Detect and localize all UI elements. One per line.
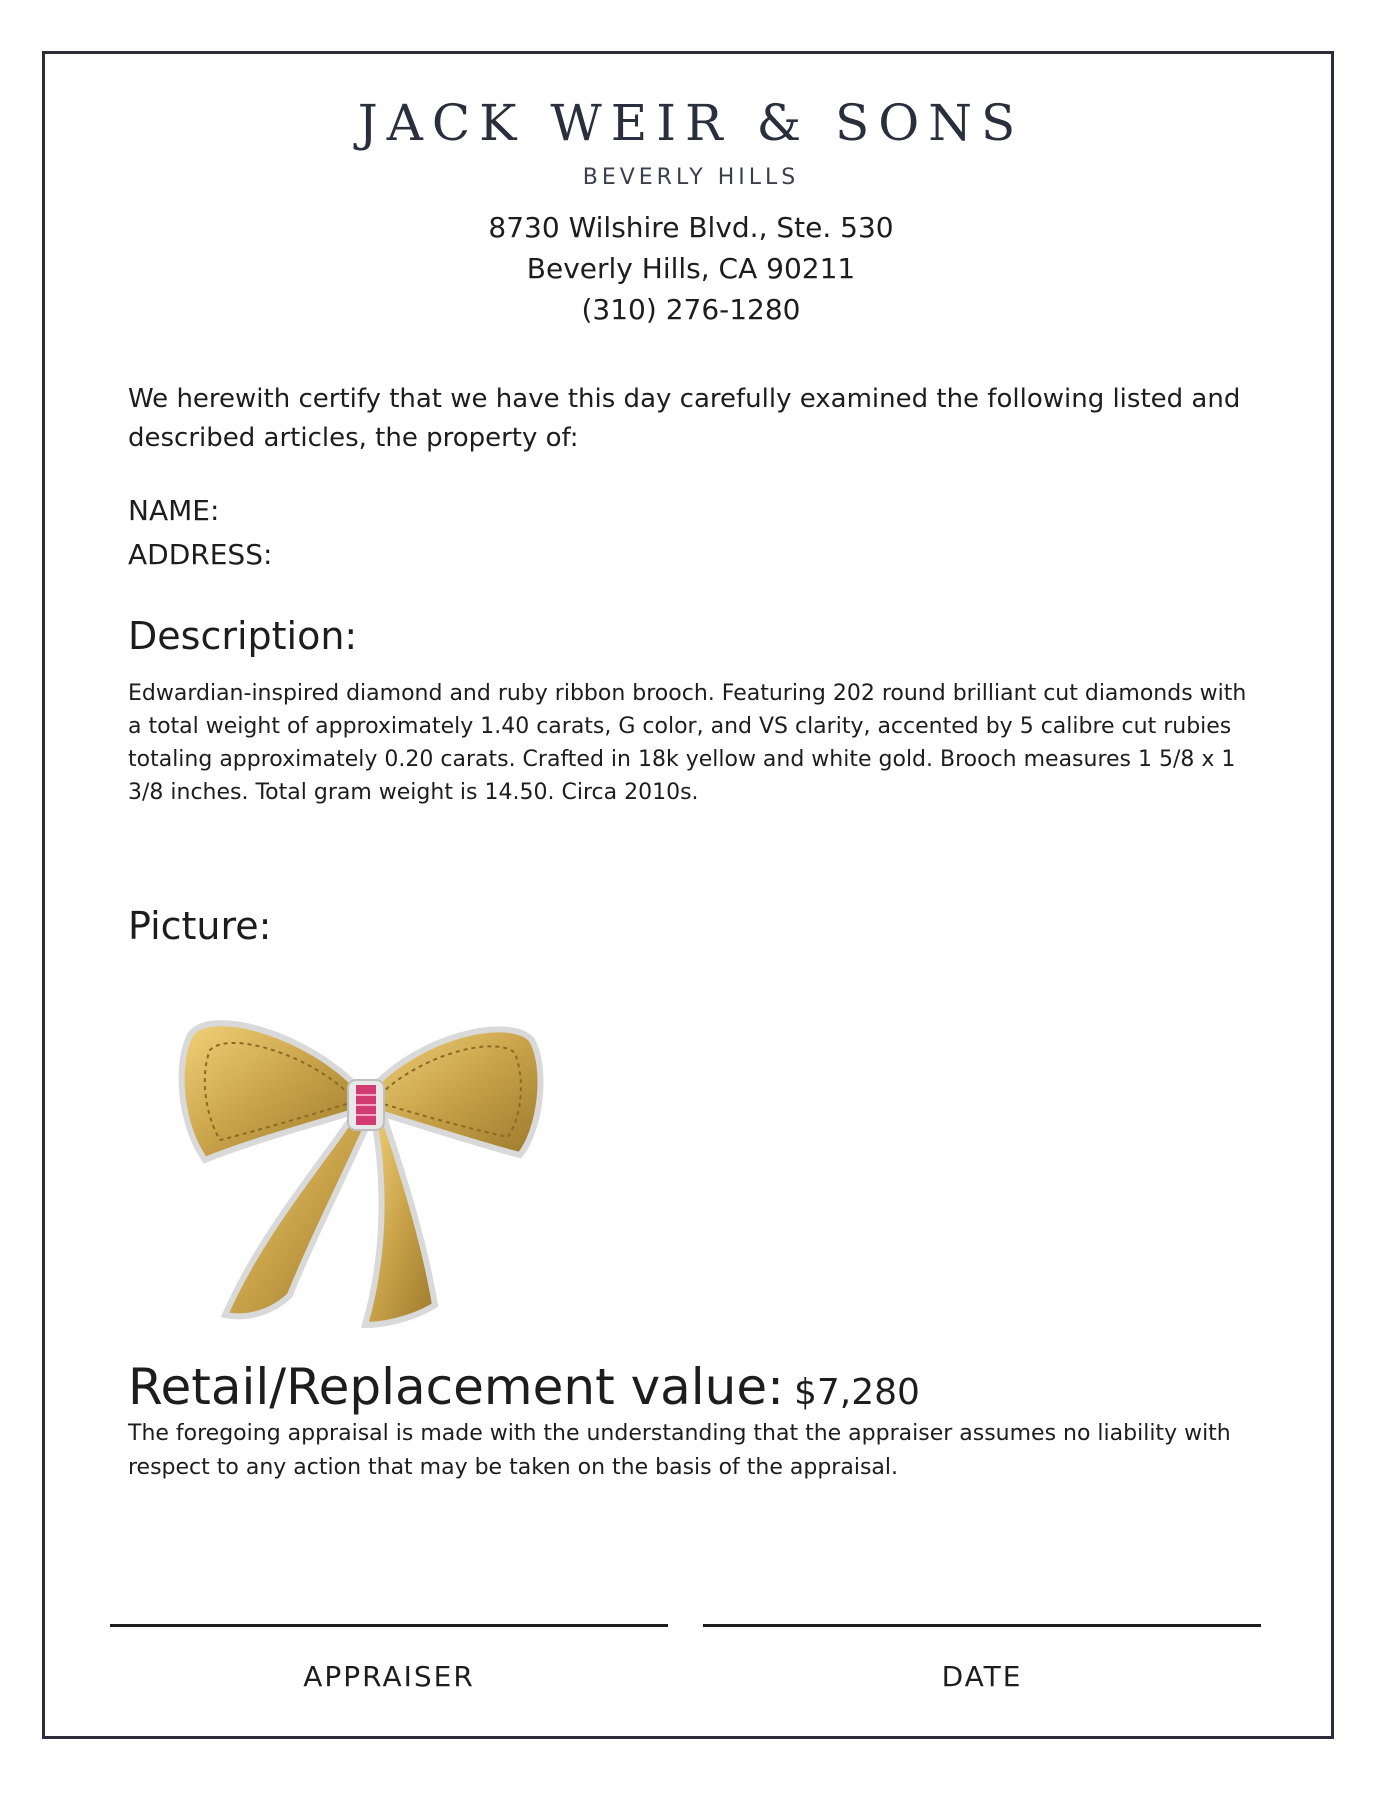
phone-number: (310) 276-1280	[581, 293, 801, 326]
description-text: Edwardian-inspired diamond and ruby ribbon brooch. Featuring 202 round brilliant cut diamonds with a total weight of approximately 1.40 carats, G color, and VS clarity, accented by 5 calibre cut rubies totaling approximately 0.20 carats. Crafted in 18k yellow and white gold. Brooch measures 1 5/8 x 1 3/8 inches. Total gram weight is 14.50. Circa 2010s.	[128, 681, 1247, 805]
disclaimer-text: The foregoing appraisal is made with the understanding that the appraiser assumes no liability with respect to any action that may be taken on the basis of the appraisal.	[128, 1421, 1231, 1480]
date-label: DATE	[941, 1660, 1023, 1693]
appraiser-signature-line	[110, 1624, 668, 1627]
address-line-1: 8730 Wilshire Blvd., Ste. 530	[488, 211, 894, 244]
retail-value-amount: $7,280	[793, 1372, 920, 1413]
address-line-2: Beverly Hills, CA 90211	[526, 252, 856, 285]
retail-value-label: Retail/Replacement value:	[128, 1358, 784, 1416]
date-signature-line	[703, 1624, 1261, 1627]
brand-name: JACK WEIR & SONS	[357, 94, 1025, 152]
appraiser-label: APPRAISER	[303, 1660, 475, 1693]
brand-location: BEVERLY HILLS	[582, 165, 800, 190]
address-label: ADDRESS:	[128, 538, 273, 571]
name-label: NAME:	[128, 494, 220, 527]
description-heading: Description:	[128, 614, 358, 658]
retail-value	[128, 1358, 920, 1416]
picture-heading: Picture:	[128, 904, 272, 948]
brooch-photo	[170, 995, 560, 1345]
certification-statement: We herewith certify that we have this day carefully examined the following listed and described articles, the property of:	[128, 384, 1241, 453]
bow-brooch-image	[170, 995, 560, 1345]
